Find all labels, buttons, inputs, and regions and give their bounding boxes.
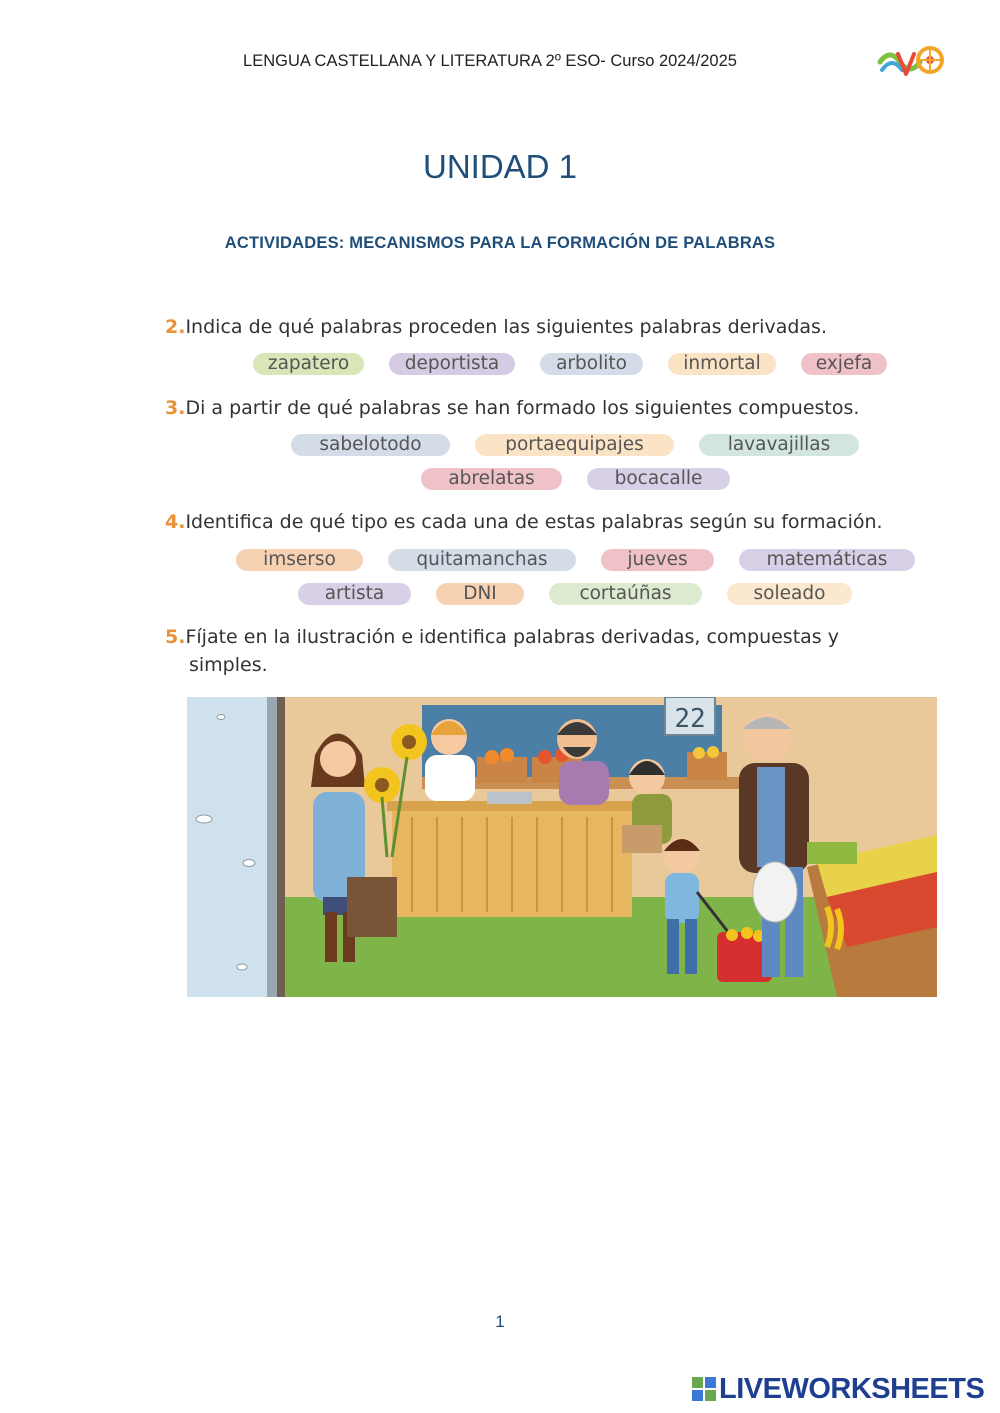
document-header: LENGUA CASTELLANA Y LITERATURA 2º ESO- Curso 2024/2025 xyxy=(243,52,737,70)
word-chip: portaequipajes xyxy=(475,434,674,456)
word-chip: cortaúñas xyxy=(549,583,702,605)
page-title: UNIDAD 1 xyxy=(422,148,578,185)
word-chip: zapatero xyxy=(253,353,364,375)
exercise-text: Indica de qué palabras proceden las siguientes palabras derivadas. xyxy=(185,316,827,338)
liveworksheets-brand: LIVEWORKSHEETS xyxy=(719,1372,985,1405)
word-chip: jueves xyxy=(601,549,714,571)
exercise-text: Di a partir de qué palabras se han formado los siguientes compuestos. xyxy=(185,397,860,419)
exercise-5-statement xyxy=(165,623,940,679)
word-chip: deportista xyxy=(389,353,515,375)
liveworksheets-badge-icon xyxy=(692,1377,716,1401)
page-number: 1 xyxy=(495,1312,505,1331)
exercise-number: 3. xyxy=(165,397,186,419)
market-scene-illustration xyxy=(187,697,937,997)
word-chip: DNI xyxy=(436,583,524,605)
word-chip: arbolito xyxy=(540,353,643,375)
word-chip: matemáticas xyxy=(739,549,915,571)
word-chip: imserso xyxy=(236,549,363,571)
liveworksheets-logo xyxy=(692,1372,984,1406)
exercise-4-statement xyxy=(165,508,940,536)
word-chip: abrelatas xyxy=(421,468,562,490)
word-chip: artista xyxy=(298,583,411,605)
word-chip: inmortal xyxy=(668,353,776,375)
exercise-number: 2. xyxy=(165,316,186,338)
section-subtitle: ACTIVIDADES: MECANISMOS PARA LA FORMACIÓN DE PALABRAS xyxy=(224,234,776,252)
exercise-2-statement xyxy=(165,313,940,341)
exercise-number: 5. xyxy=(165,626,186,648)
exercise-text-continued: simples. xyxy=(189,654,268,676)
exercise-text: Identifica de qué tipo es cada una de estas palabras según su formación. xyxy=(185,511,883,533)
word-chip: sabelotodo xyxy=(291,434,450,456)
word-chip: bocacalle xyxy=(587,468,730,490)
word-chip: exjefa xyxy=(801,353,887,375)
number-display: 22 xyxy=(674,704,706,734)
word-chip: quitamanchas xyxy=(388,549,576,571)
word-chip: soleado xyxy=(727,583,852,605)
word-chip: lavavajillas xyxy=(699,434,859,456)
exercise-text: Fíjate en la ilustración e identifica palabras derivadas, compuestas y xyxy=(185,626,839,648)
school-logo-icon xyxy=(876,40,944,80)
exercise-number: 4. xyxy=(165,511,186,533)
exercise-3-statement xyxy=(165,394,940,422)
